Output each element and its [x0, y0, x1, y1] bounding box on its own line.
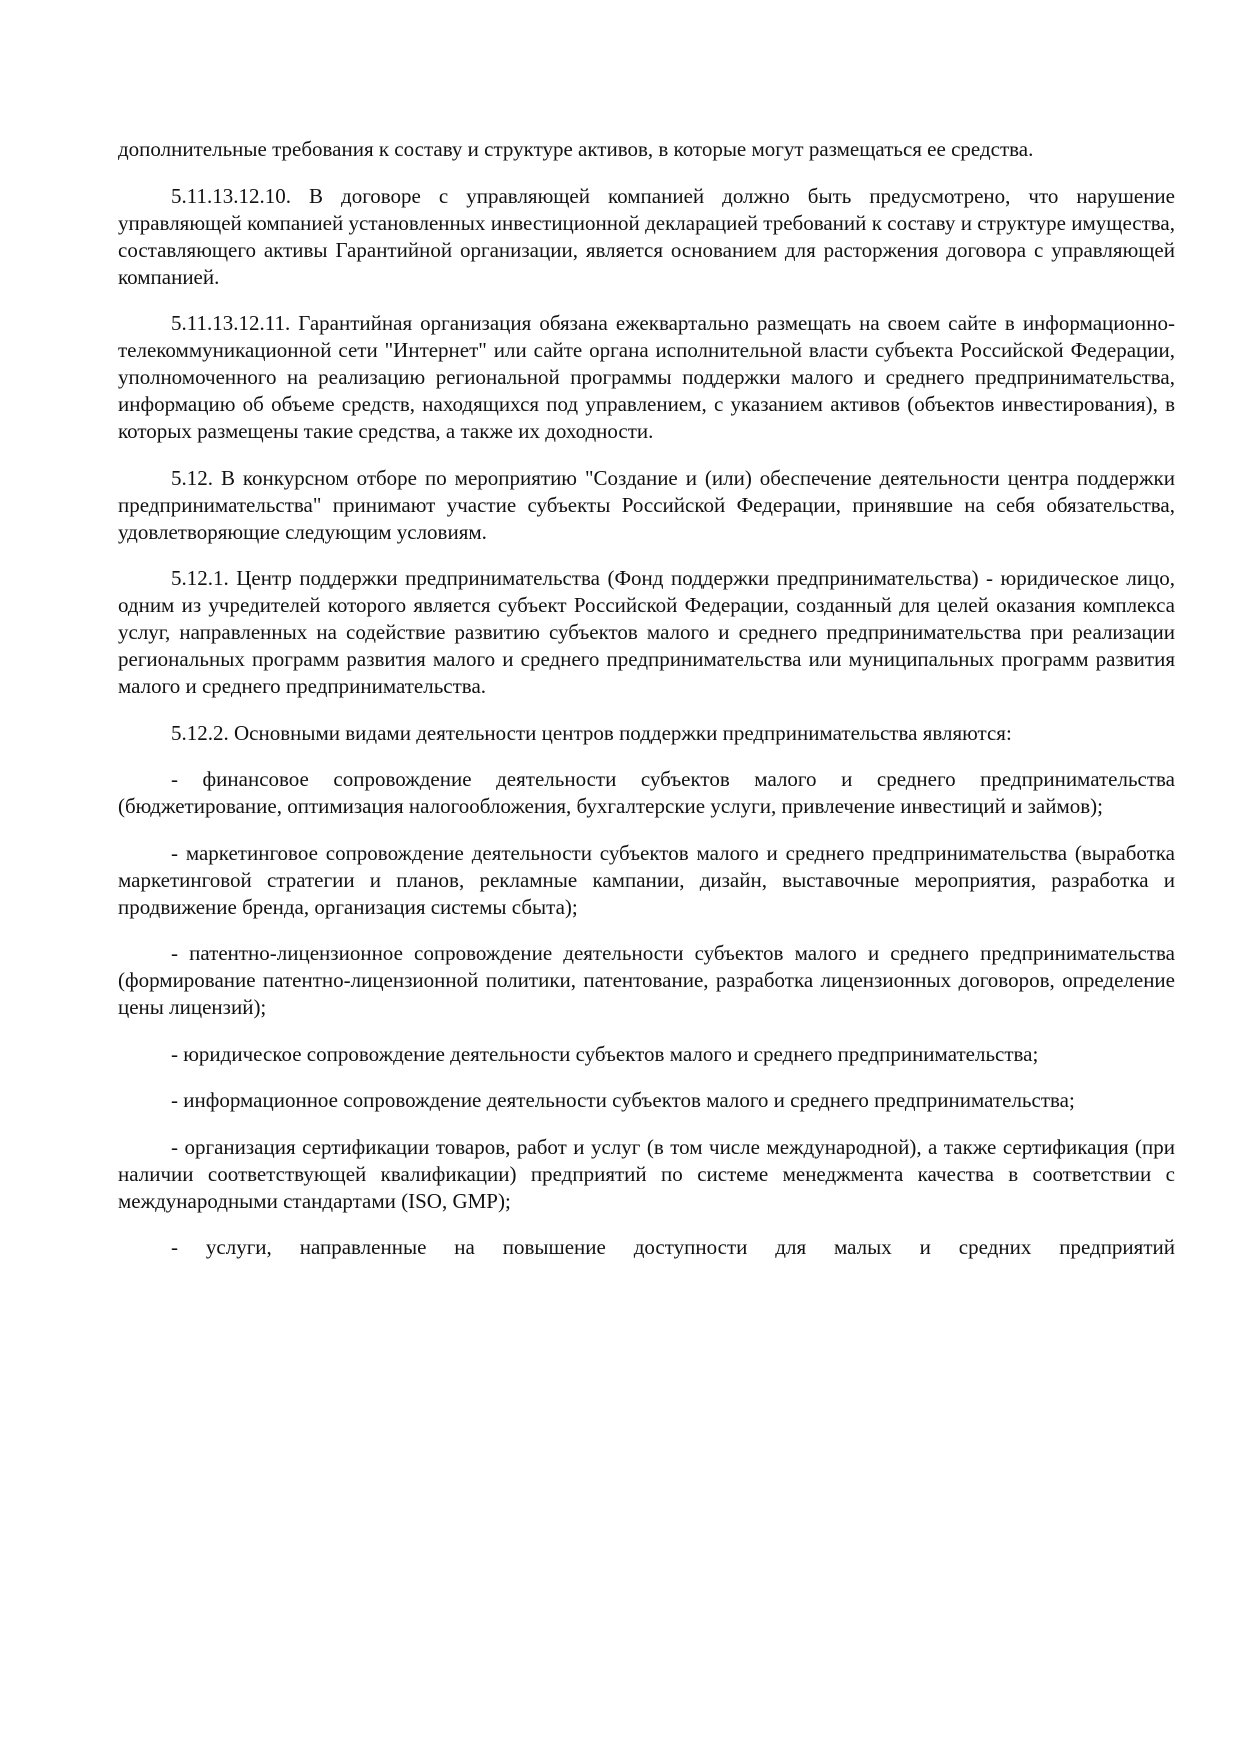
paragraph: 5.12. В конкурсном отборе по мероприятию "Создание и (или) обеспечение деятельности центра поддержки предпринимательства" принимают участие субъекты Российской Федерации, принявшие на себя обязательства, удовлетворяющие следующим условиям. — [118, 465, 1175, 544]
list-item: - финансовое сопровождение деятельности субъектов малого и среднего предпринимательства (бюджетирование, оптимизация налогообложения, бухгалтерские услуги, привлечение инвестиций и займов); — [118, 767, 1175, 818]
paragraph: 5.11.13.12.10. В договоре с управляющей компанией должно быть предусмотрено, что нарушение управляющей компанией установленных инвестиционной декларацией требований к составу и структуре имущества, составляющего активы Гарантийной организации, является основанием для расторжения договора с управляющей компанией. — [118, 183, 1175, 289]
paragraph: 5.12.1. Центр поддержки предпринимательства (Фонд поддержки предпринимательства) - юридическое лицо, одним из учредителей которого является субъект Российской Федерации, созданный для целей оказания комплекса услуг, направленных на содействие развитию субъектов малого и среднего предпринимательства при реализации региональных программ развития малого и среднего предпринимательства или муниципальных программ развития малого и среднего предпринимательства. — [118, 566, 1175, 698]
list-item: - информационное сопровождение деятельности субъектов малого и среднего предпринимательства; — [171, 1088, 1075, 1112]
list-item: - маркетинговое сопровождение деятельности субъектов малого и среднего предпринимательства (выработка маркетинговой стратегии и планов, рекламные кампании, дизайн, выставочные мероприятия, разработка и продвижение бренда, организация системы сбыта); — [118, 840, 1175, 919]
list-item: - юридическое сопровождение деятельности субъектов малого и среднего предпринимательства; — [171, 1041, 1039, 1066]
paragraph: 5.12.2. Основными видами деятельности центров поддержки предпринимательства являются: — [171, 720, 1012, 745]
paragraph: дополнительные требования к составу и структуре активов, в которые могут размещаться ее средства. — [118, 137, 1034, 161]
list-item: - услуги, направленные на повышение доступности для малых и средних предприятий — [171, 1235, 1175, 1259]
list-item: - организация сертификации товаров, работ и услуг (в том числе международной), а также сертификация (при наличии соответствующей квалификации) предприятий по системе менеджмента качества в соответствии с международными стандартами (ISO, GMP); — [118, 1134, 1175, 1213]
list-item: - патентно-лицензионное сопровождение деятельности субъектов малого и среднего предпринимательства (формирование патентно-лицензионной политики, патентование, разработка лицензионных договоров, определение цены лицензий); — [118, 941, 1175, 1019]
paragraph: 5.11.13.12.11. Гарантийная организация обязана ежеквартально размещать на своем сайте в информационно-телекоммуникационной сети "Интернет" или сайте органа исполнительной власти субъекта Российской Федерации, уполномоченного на реализацию региональной программы поддержки малого и среднего предпринимательства, информацию об объеме средств, находящихся под управлением, с указанием активов (объектов инвестирования), в которых размещены такие средства, а также их доходности. — [118, 311, 1175, 443]
document-page — [118, 136, 1175, 1281]
